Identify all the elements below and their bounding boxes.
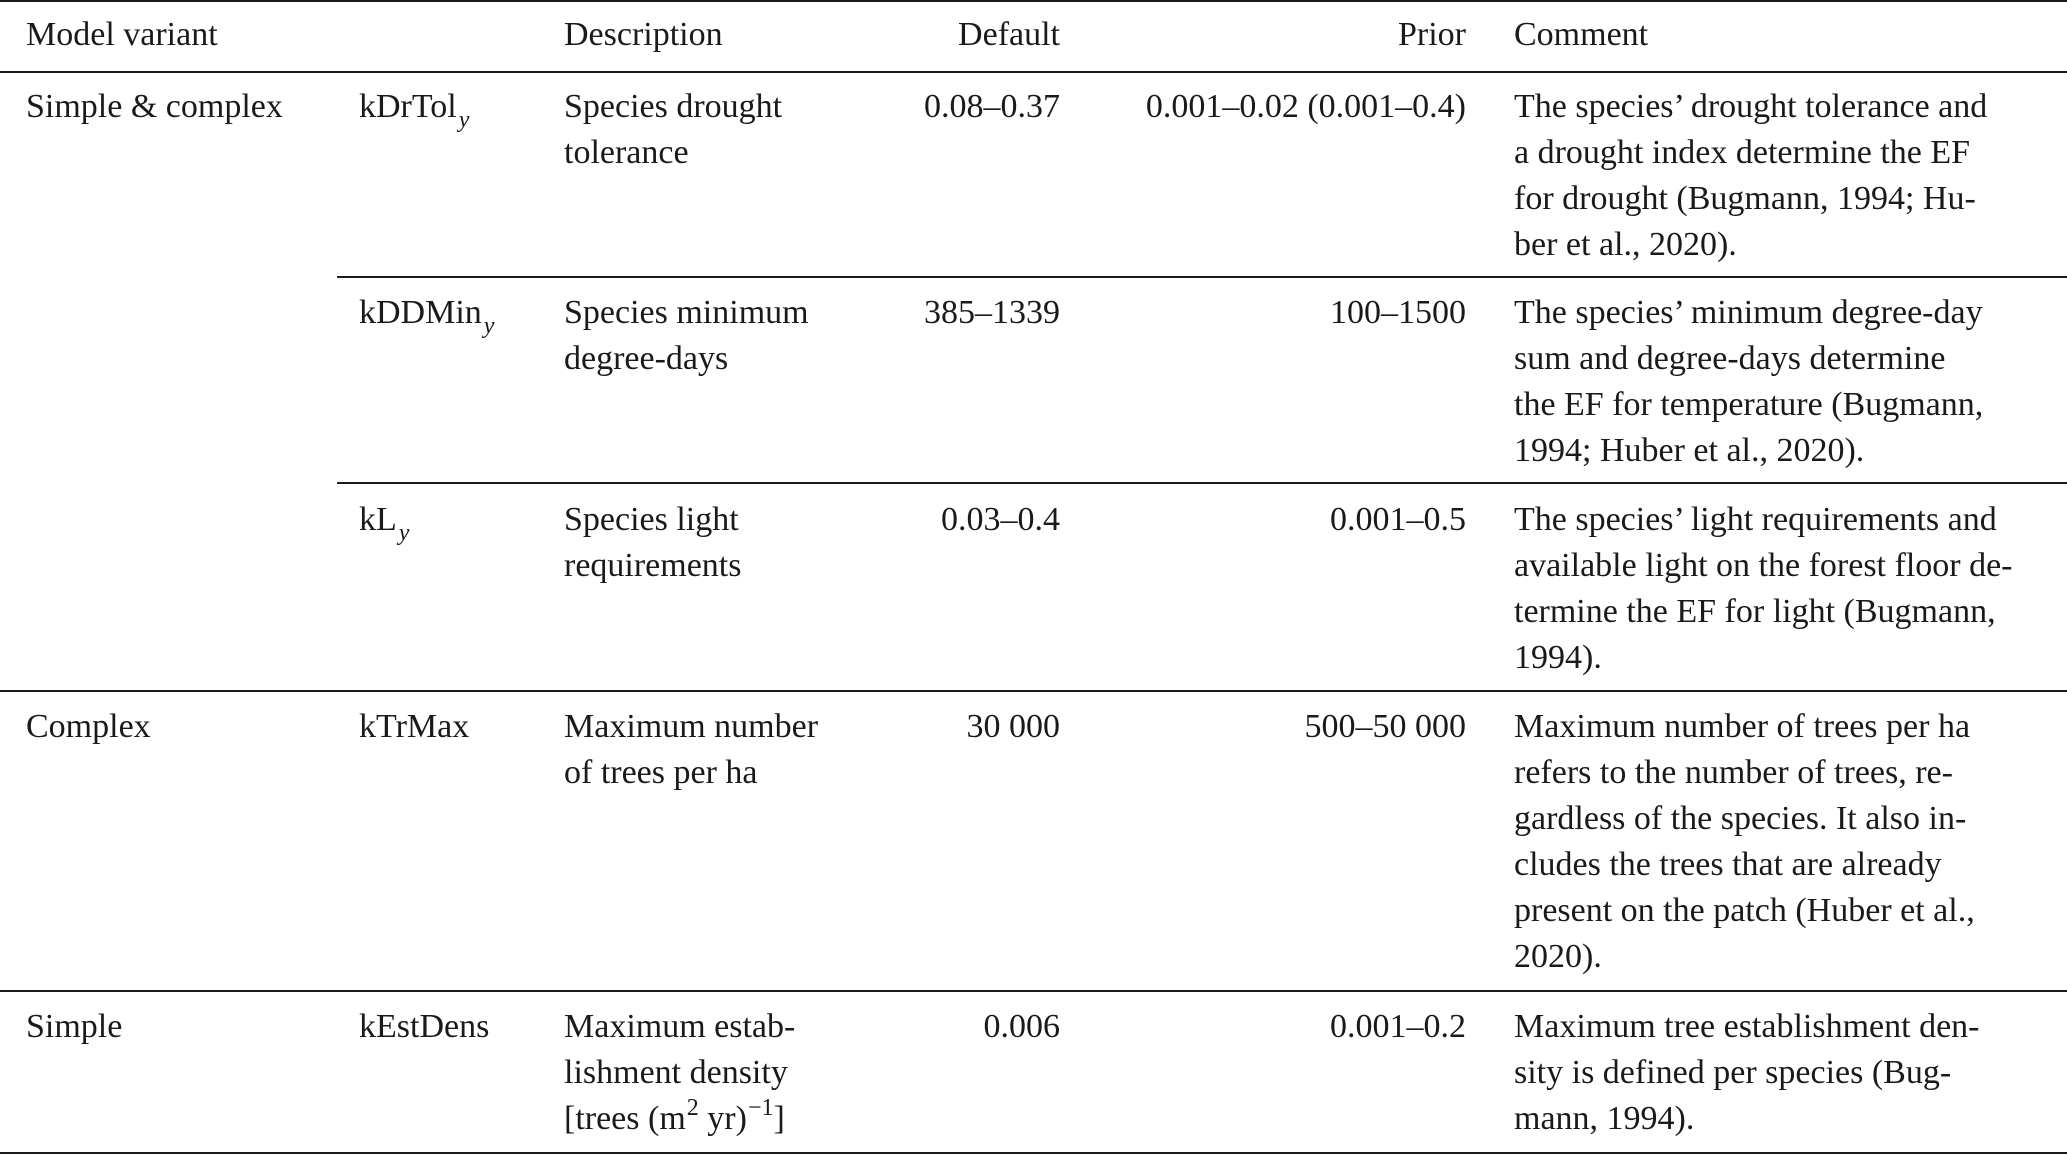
header-model-variant: Model variant xyxy=(26,16,218,53)
row-prior: 0.001–0.2 xyxy=(1330,1008,1466,1045)
table-bottom-rule xyxy=(0,1152,2067,1154)
comment-line: the EF for temperature (Bugmann, xyxy=(1514,386,1984,423)
comment-line: a drought index determine the EF xyxy=(1514,134,1971,171)
row-default: 30 000 xyxy=(966,708,1060,745)
comment-line: termine the EF for light (Bugmann, xyxy=(1514,593,1996,630)
comment-line: refers to the number of trees, re- xyxy=(1514,754,1953,791)
row-comment xyxy=(1514,497,2046,681)
row-symbol xyxy=(359,704,469,750)
header-description: Description xyxy=(564,16,723,53)
row-default: 0.08–0.37 xyxy=(924,88,1060,125)
comment-line: Maximum number of trees per ha xyxy=(1514,708,1971,745)
row-comment xyxy=(1514,290,2046,474)
comment-line: sity is defined per species (Bug- xyxy=(1514,1054,1952,1091)
symbol-base: kDrTol xyxy=(359,88,457,125)
description-line: lishment density xyxy=(564,1054,788,1091)
row-comment xyxy=(1514,84,2046,268)
symbol-subscript: y xyxy=(458,107,470,133)
table-top-rule xyxy=(0,0,2067,2)
row-prior: 100–1500 xyxy=(1330,294,1466,331)
unit-mid: yr) xyxy=(698,1100,747,1137)
header-prior: Prior xyxy=(1398,16,1466,53)
row-description: Species light requirements xyxy=(564,501,742,584)
comment-line: 2020). xyxy=(1514,938,1602,975)
row-symbol xyxy=(359,84,469,133)
comment-line: The species’ minimum degree-day xyxy=(1514,294,1983,331)
row-description: Species minimum degree-days xyxy=(564,294,809,377)
row-rule xyxy=(337,482,2067,484)
comment-line: for drought (Bugmann, 1994; Hu- xyxy=(1514,180,1976,217)
comment-line: available light on the forest floor de- xyxy=(1514,547,2013,584)
row-model-variant: Complex xyxy=(26,708,151,745)
row-model-variant: Simple xyxy=(26,1008,123,1045)
row-default: 385–1339 xyxy=(924,294,1060,331)
comment-line: 1994). xyxy=(1514,639,1602,676)
row-rule xyxy=(337,276,2067,278)
description-line: Maximum number xyxy=(564,708,819,745)
header-comment: Comment xyxy=(1514,16,1649,53)
symbol-base: kEstDens xyxy=(359,1008,490,1045)
row-default: 0.006 xyxy=(983,1008,1060,1045)
row-symbol xyxy=(359,1004,489,1050)
row-model-variant: Simple & complex xyxy=(26,88,283,125)
comment-line: 1994; Huber et al., 2020). xyxy=(1514,432,1865,469)
unit-post: ] xyxy=(773,1100,785,1137)
symbol-subscript: y xyxy=(398,520,410,546)
row-comment xyxy=(1514,1004,2046,1142)
header-rule xyxy=(0,71,2067,73)
row-prior: 500–50 000 xyxy=(1304,708,1466,745)
unit-sup-inverse: −1 xyxy=(747,1095,774,1121)
symbol-base: kL xyxy=(359,501,397,538)
unit-sup-squared: 2 xyxy=(686,1095,699,1121)
symbol-base: kTrMax xyxy=(359,708,470,745)
description-line: Maximum estab- xyxy=(564,1008,796,1045)
symbol-base: kDDMin xyxy=(359,294,482,331)
comment-line: mann, 1994). xyxy=(1514,1100,1695,1137)
row-comment xyxy=(1514,704,2046,980)
comment-line: The species’ light requirements and xyxy=(1514,501,1997,538)
header-default: Default xyxy=(958,16,1060,53)
row-prior: 0.001–0.02 (0.001–0.4) xyxy=(1145,88,1466,125)
row-prior: 0.001–0.5 xyxy=(1330,501,1466,538)
comment-line: present on the patch (Huber et al., xyxy=(1514,892,1975,929)
row-symbol xyxy=(359,290,494,339)
group-rule xyxy=(0,990,2067,992)
comment-line: The species’ drought tolerance and xyxy=(1514,88,1988,125)
comment-line: Maximum tree establishment den- xyxy=(1514,1008,1980,1045)
row-symbol xyxy=(359,497,409,546)
description-unit xyxy=(564,1096,860,1145)
comment-line: sum and degree-days determine xyxy=(1514,340,1946,377)
comment-line: ber et al., 2020). xyxy=(1514,226,1737,263)
row-default: 0.03–0.4 xyxy=(941,501,1060,538)
comment-line: gardless of the species. It also in- xyxy=(1514,800,1967,837)
description-line: of trees per ha xyxy=(564,754,758,791)
unit-pre: [trees (m xyxy=(564,1100,686,1137)
group-rule xyxy=(0,690,2067,692)
row-description: Species drought tolerance xyxy=(564,88,783,171)
symbol-subscript: y xyxy=(483,313,495,339)
comment-line: cludes the trees that are already xyxy=(1514,846,1942,883)
